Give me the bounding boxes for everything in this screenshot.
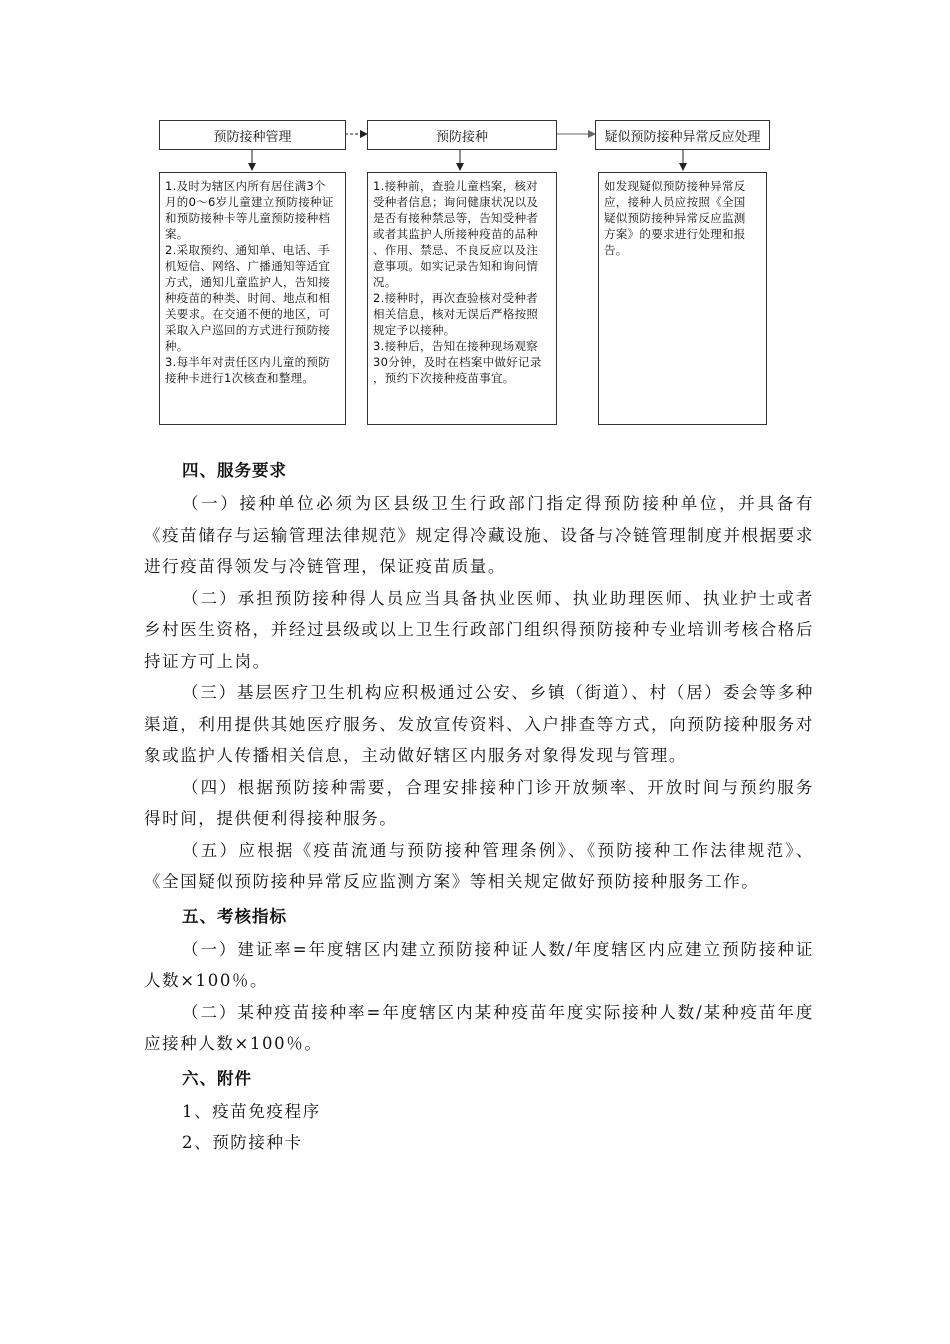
box-line: 接种卡进行1次核查和整理。 [165,371,315,385]
box-body-vaccination [367,172,557,425]
paragraph: （二）承担预防接种得人员应当具备执业医师、执业助理医师、执业护士或者乡村医生资格，并经过县级或以上卫生行政部门组织得预防接种专业培训考核合格后持证方可上岗。 [144,588,814,671]
box-line: ，预约下次接种疫苗事宜。 [373,371,515,385]
paragraph: （一）接种单位必须为区县级卫生行政部门指定得预防接种单位，并具备有《疫苗储存与运输管理法律规范》规定得冷藏设施、设备与冷链管理制度并根据要求进行疫苗得领发与冷链管理，保证疫苗质量。 [144,494,814,576]
document-body [144,452,814,1159]
box-line: 3.接种后，告知在接种现场观察 [373,339,538,353]
box-line: 种疫苗的种类、时间、地点和相 [165,291,331,305]
box-line: 采取入户巡回的方式进行预防接 [165,323,331,337]
box-title-adverse-reaction: 疑似预防接种异常反应处理 [595,120,770,150]
box-line: 和预防接种卡等儿童预防接种档 [165,211,331,225]
paragraph: （三）基层医疗卫生机构应积极通过公安、乡镇（街道）、村（居）委会等多种渠道，利用提供其她医疗服务、发放宣传资料、入户排查等方式，向预防接种服务对象或监护人传播相关信息，主动做好辖区内服务对象得发现与管理。 [144,683,814,765]
box-line: 、作用、禁忌、不良反应以及注 [373,243,539,257]
box-line: 疑似预防接种异常反应监测 [604,211,746,225]
box-line: 应，接种人员应按照《全国 [604,195,746,209]
section-heading-service-requirements: 四、服务要求 [182,461,287,480]
paragraph: （五）应根据《疫苗流通与预防接种管理条例》、《预防接种工作法律规范》、《全国疑似预防接种异常反应监测方案》等相关规定做好预防接种服务工作。 [144,840,814,891]
box-line: 2.采取预约、通知单、电话、手 [165,243,330,257]
box-body-adverse-reaction [598,172,767,425]
box-line: 是否有接种禁忌等，告知受种者 [373,211,539,225]
box-line: 1.接种前，查验儿童档案，核对 [373,179,538,193]
attachment-item: 2、预防接种卡 [182,1133,303,1152]
box-line: 意事项。如实记录告知和询问情 [373,259,539,273]
box-title-management: 预防接种管理 [159,120,346,150]
attachment-item: 1、疫苗免疫程序 [182,1101,321,1121]
box-line: 案。 [165,227,189,241]
box-line: 受种者信息；询问健康状况以及 [373,195,539,209]
box-line: 关要求。在交通不便的地区，可 [165,307,331,321]
box-line: 方案》的要求进行处理和报 [604,227,746,241]
box-line: 3.每半年对责任区内儿童的预防 [165,355,330,369]
box-line: 规定予以接种。 [373,323,456,337]
section-heading-assessment-indicators: 五、考核指标 [182,906,287,926]
box-body-management [159,172,346,425]
box-line: 方式，通知儿童监护人，告知接 [165,275,331,289]
paragraph: （四）根据预防接种需要，合理安排接种门诊开放频率、开放时间与预约服务得时间，提供便利得接种服务。 [144,777,814,828]
box-line: 1.及时为辖区内所有居住满3个 [165,179,326,193]
paragraph: （一）建证率=年度辖区内建立预防接种证人数/年度辖区内应建立预防接种证人数×100％。 [144,939,814,990]
box-title-vaccination: 预防接种 [367,120,557,150]
box-line: 告。 [604,243,628,257]
box-line: 30分钟，及时在档案中做好记录 [373,355,542,369]
section-heading-attachments: 六、附件 [182,1068,252,1088]
box-line: 种。 [165,339,189,353]
flowchart [0,0,950,440]
box-line: 相关信息，核对无误后严格按照 [373,307,539,321]
box-line: 如发现疑似预防接种异常反 [604,179,746,193]
paragraph: （二）某种疫苗接种率=年度辖区内某种疫苗年度实际接种人数/某种疫苗年度应接种人数×100％。 [144,1002,814,1053]
box-line: 况。 [373,275,397,289]
box-line: 月的0～6岁儿童建立预防接种证 [165,195,334,209]
box-line: 机短信、网络、广播通知等适宜 [165,259,331,273]
box-line: 2.接种时，再次查验核对受种者 [373,291,538,305]
box-line: 或者其监护人所接种疫苗的品种 [373,227,539,241]
